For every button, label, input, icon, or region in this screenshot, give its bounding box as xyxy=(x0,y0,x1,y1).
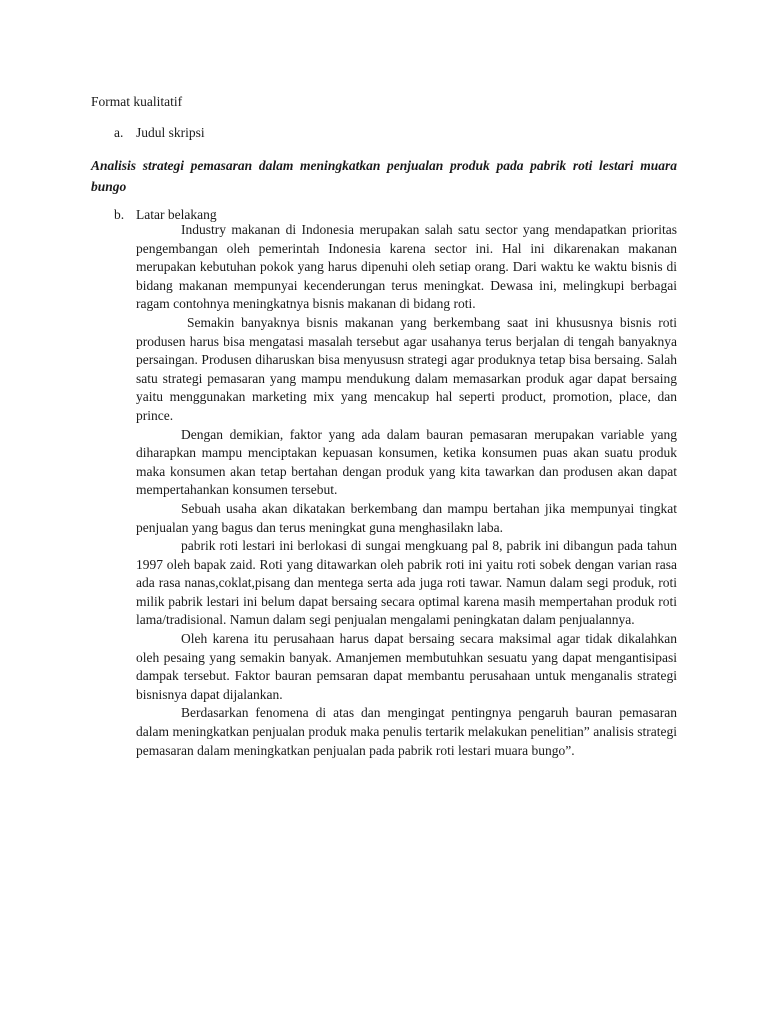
list-item-label: Judul skripsi xyxy=(136,125,205,140)
paragraph: Industry makanan di Indonesia merupakan salah satu sector yang mendapatkan prioritas pengembangan oleh pemerintah Indonesia karena sector ini. Hal ini dikarenakan makanan merupakan kebutuhan pokok yang harus dipenuhi oleh setiap orang. Dari waktu ke waktu bisnis di bidang makanan mempunyai kecenderungan terus meningkat. Dewasa ini, melingkupi berbagai ragam contohnya meningkatnya bisnis makanan di bidang roti. xyxy=(136,222,677,312)
paragraph: Oleh karena itu perusahaan harus dapat bersaing secara maksimal agar tidak dikalahkan oleh pesaing yang semakin banyak. Amanjemen membutuhkan sesuatu yang dapat mengantisipasi dampak tersebut. Faktor bauran pemsaran dapat membantu perusahaan untuk menganalis strategi bisnisnya dapat dijalankan. xyxy=(136,631,677,702)
background-section-body xyxy=(136,221,677,760)
thesis-title: Analisis strategi pemasaran dalam meningkatkan penjualan produk pada pabrik roti lestari muara bungo xyxy=(91,158,677,194)
document-title: Format kualitatif xyxy=(91,94,183,109)
paragraph: Sebuah usaha akan dikatakan berkembang dan mampu bertahan jika mempunyai tingkat penjualan yang bagus dan terus meningkat guna menghasilakn laba. xyxy=(136,500,677,535)
paragraph: Semakin banyaknya bisnis makanan yang berkembang saat ini khususnya bisnis roti produsen harus bisa mengatasi masalah tersebut agar usahanya terus berjalan di tengah banyaknya persaingan. Produsen diharuskan bisa menyususn strategi agar produknya tetap bisa bersaing. Salah satu strategi pemasaran yang mampu mendukung dalam memasarkan produk agar dapat bersaing yaitu menggunakan marketing mix yang mencakup hal seperti product, promotion, place, dan prince. xyxy=(136,314,677,423)
list-marker: a. xyxy=(114,125,124,140)
paragraph: pabrik roti lestari ini berlokasi di sungai mengkuang pal 8, pabrik ini dibangun pada tahun 1997 oleh bapak zaid. Roti yang ditawarkan oleh pabrik roti ini yaitu roti sobek dengan varian rasa ada rasa nanas,coklat,pisang dan mentega serta ada juga roti tawar. Namun dalam segi produk, roti milik pabrik lestari ini belum dapat bersaing secara optimal karena masih mempertahan produk roti lama/tradisional. Namun dalam segi penjualan mengalami peningkatan dalam penjualannya. xyxy=(136,538,677,628)
paragraph: Dengan demikian, faktor yang ada dalam bauran pemasaran merupakan variable yang diharapkan mampu menciptakan kepuasan konsumen, ketika konsumen puas akan suatu produk maka konsumen akan tetap bertahan dengan produk yang kita tawarkan dan produsen akan dapat mempertahankan konsumen tersebut. xyxy=(136,426,677,498)
paragraph: Berdasarkan fenomena di atas dan mengingat pentingnya pengaruh bauran pemasaran dalam meningkatkan penjualan produk maka penulis tertarik melakukan penelitian” analisis strategi pemasaran dalam meningkatkan penjualan pada pabrik roti lestari muara bungo”. xyxy=(136,705,677,758)
list-item-label: Latar belakang xyxy=(136,207,217,222)
list-marker: b. xyxy=(114,207,125,222)
